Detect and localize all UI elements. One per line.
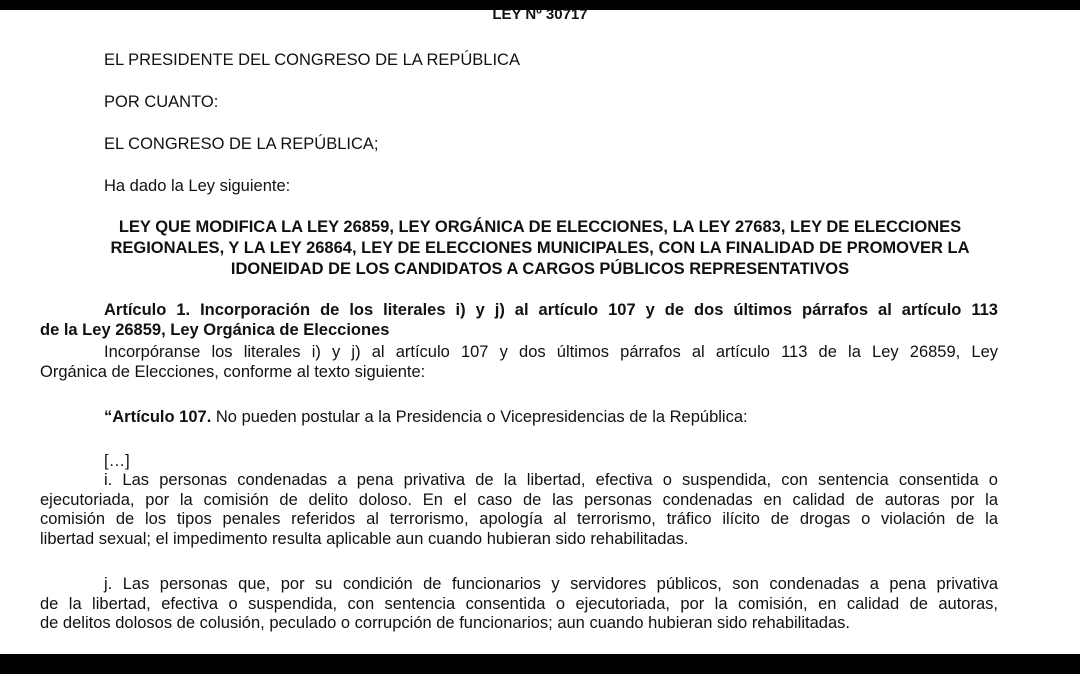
ellipsis: […]	[104, 452, 130, 470]
law-title	[40, 217, 1040, 280]
law-title-line: REGIONALES, Y LA LEY 26864, LEY DE ELECCIONES MUNICIPALES, CON LA FINALIDAD DE PROMOVER LA	[110, 239, 970, 257]
item-j	[40, 575, 998, 634]
item-i-line: ejecutoriada, por la comisión de delito doloso. En el caso de las personas condenadas en calidad de autoras por la	[40, 490, 998, 509]
article-1-heading-line: de la Ley 26859, Ley Orgánica de Elecciones	[40, 320, 390, 339]
article-1-body-line: Orgánica de Elecciones, conforme al texto siguiente:	[40, 362, 426, 381]
item-j-line: de delitos dolosos de colusión, peculado o corrupción de funcionarios; aun cuando hubieran sido rehabilitadas.	[40, 614, 850, 632]
preamble-president: EL PRESIDENTE DEL CONGRESO DE LA REPÚBLICA	[104, 51, 520, 69]
item-i-line: comisión de los tipos penales referidos al terrorismo, apología al terrorismo, tráfico ilícito de drogas o violación de la	[40, 510, 998, 528]
item-i	[40, 471, 998, 549]
law-title-line: IDONEIDAD DE LOS CANDIDATOS A CARGOS PÚBLICOS REPRESENTATIVOS	[230, 260, 850, 278]
article-107-intro	[104, 407, 748, 427]
article-1-body	[40, 343, 998, 382]
preamble-por-cuanto: POR CUANTO:	[104, 93, 219, 111]
law-number: LEY Nº 30717	[492, 10, 588, 23]
article-1-heading	[40, 301, 998, 340]
document-page	[0, 10, 1080, 654]
item-j-line: de la libertad, efectiva o suspendida, con sentencia consentida o ejecutoriada, por la comisión, en calidad de autoras,	[40, 594, 998, 613]
item-i-line: libertad sexual; el impedimento resulta aplicable aun cuando hubieran sido rehabilitadas.	[40, 529, 689, 548]
article-1-heading-line: Artículo 1. Incorporación de los literales i) y j) al artículo 107 y de dos últimos párrafos al artículo 113	[104, 301, 998, 319]
article-107-text: No pueden postular a la Presidencia o Vicepresidencias de la República:	[215, 408, 748, 426]
preamble-congreso: EL CONGRESO DE LA REPÚBLICA;	[104, 135, 379, 153]
law-title-line: LEY QUE MODIFICA LA LEY 26859, LEY ORGÁNICA DE ELECCIONES, LA LEY 27683, LEY DE ELECCIONES	[118, 218, 962, 236]
article-107-label: “Artículo 107.	[104, 408, 212, 426]
item-j-line: j. Las personas que, por su condición de funcionarios y servidores públicos, son condenadas a pena privativa	[104, 575, 998, 593]
item-i-line: i. Las personas condenadas a pena privativa de la libertad, efectiva o suspendida, con sentencia consentida o	[104, 471, 998, 489]
preamble-ha-dado: Ha dado la Ley siguiente:	[104, 177, 291, 195]
article-1-body-line: Incorpóranse los literales i) y j) al artículo 107 y dos últimos párrafos al artículo 113 de la Ley 26859, Ley	[104, 343, 998, 361]
